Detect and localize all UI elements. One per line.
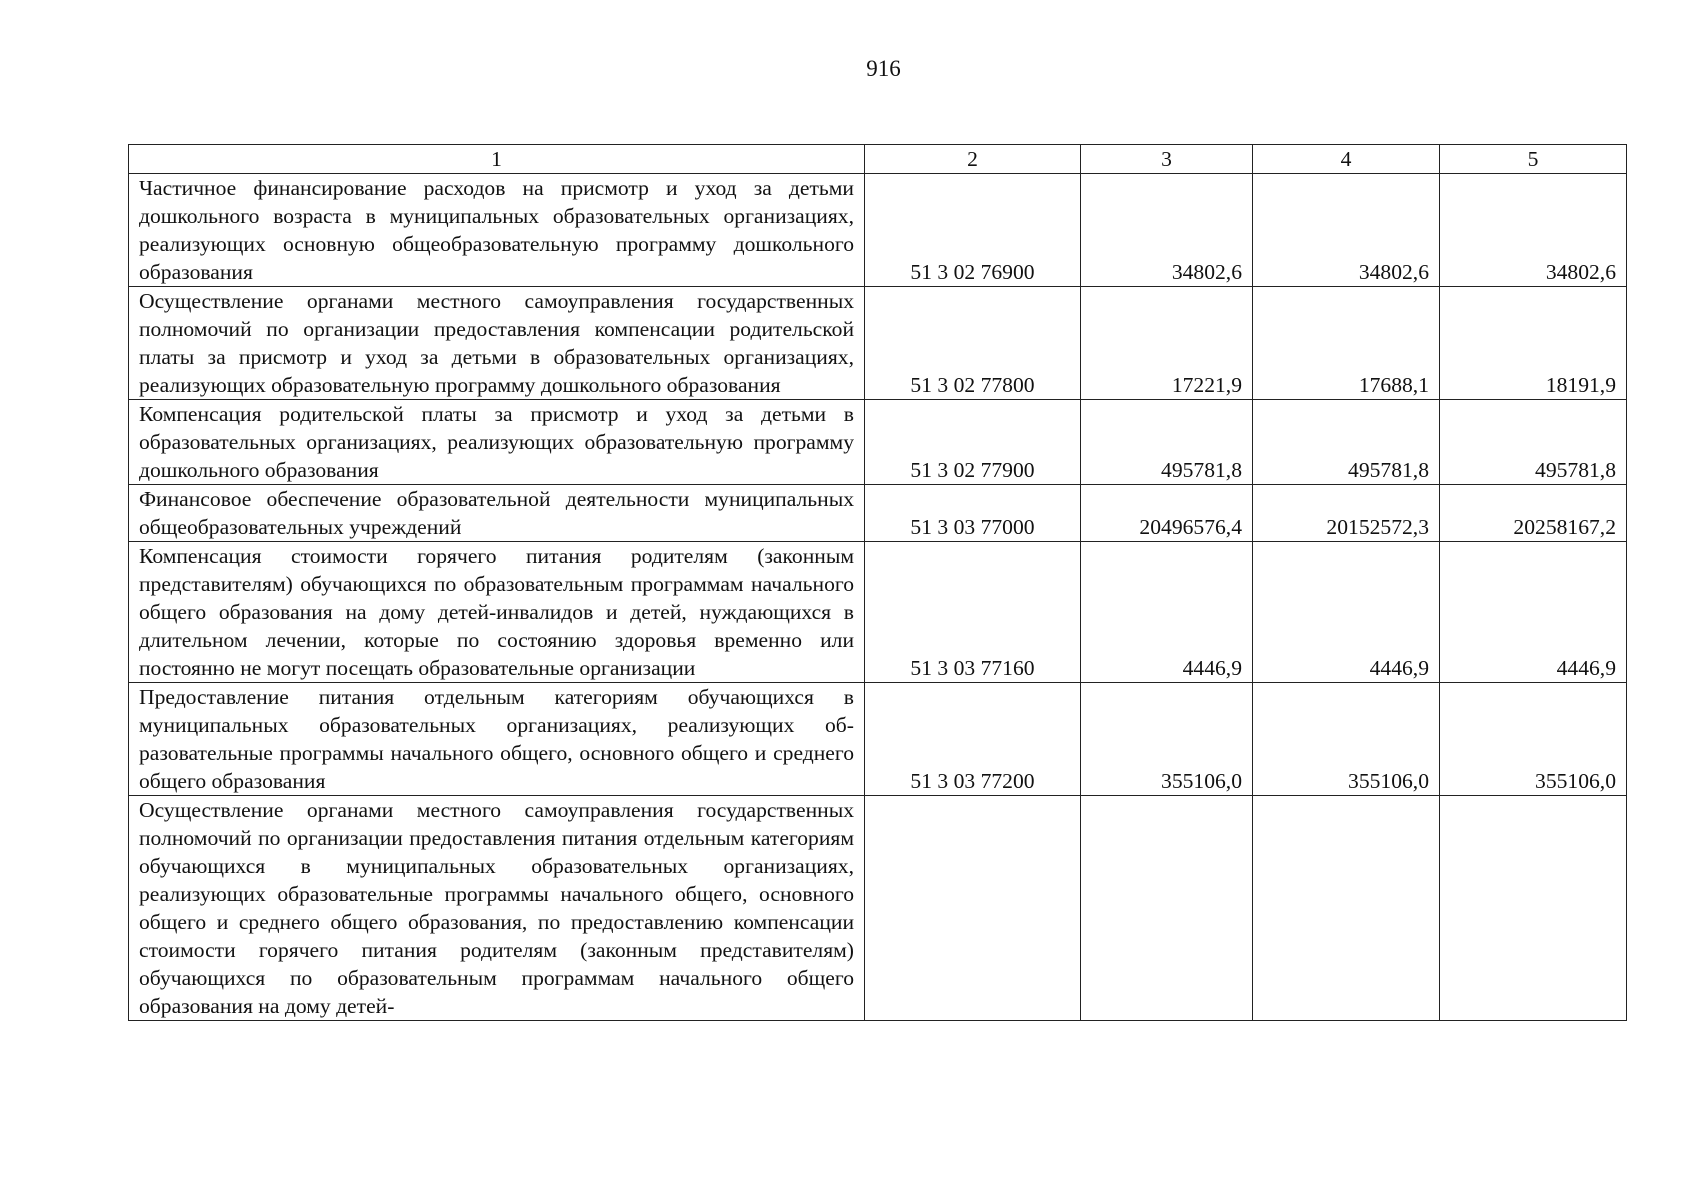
row-value-col5 <box>1440 796 1627 1021</box>
row-code: 51 3 03 77200 <box>865 683 1081 796</box>
row-value-col4: 17688,1 <box>1253 287 1440 400</box>
table-header <box>129 145 1627 174</box>
row-code: 51 3 02 77800 <box>865 287 1081 400</box>
row-value-col5: 20258167,2 <box>1440 485 1627 542</box>
row-value-col5: 4446,9 <box>1440 542 1627 683</box>
row-value-col4: 34802,6 <box>1253 174 1440 287</box>
row-description: Финансовое обеспечение образовательной деятельности муниципальных общеобразовательных учреждений <box>129 485 865 542</box>
row-value-col3 <box>1081 796 1253 1021</box>
column-header-5: 5 <box>1440 145 1627 174</box>
row-value-col4: 495781,8 <box>1253 400 1440 485</box>
row-value-col5: 34802,6 <box>1440 174 1627 287</box>
column-header-2: 2 <box>865 145 1081 174</box>
row-code: 51 3 03 77160 <box>865 542 1081 683</box>
row-description: Компенсация родительской платы за присмотр и уход за детьми в образовательных организациях, реализующих образовательную программу дошкольного образования <box>129 400 865 485</box>
row-description: Осуществление органами местного самоуправления государственных полномочий по организации предоставления компенсации родительской платы за присмотр и уход за детьми в образовательных организациях, реализующих образовательную программу дошкольного образования <box>129 287 865 400</box>
row-value-col4: 4446,9 <box>1253 542 1440 683</box>
row-value-col3: 17221,9 <box>1081 287 1253 400</box>
row-description: Частичное финансирование расходов на присмотр и уход за детьми дошкольного возраста в муниципальных образовательных организациях, реализующих основную общеобразовательную программу дошкольного образования <box>129 174 865 287</box>
row-value-col3: 495781,8 <box>1081 400 1253 485</box>
row-code: 51 3 03 77000 <box>865 485 1081 542</box>
table-row <box>129 485 1627 542</box>
row-value-col4 <box>1253 796 1440 1021</box>
row-value-col3: 355106,0 <box>1081 683 1253 796</box>
column-header-1: 1 <box>129 145 865 174</box>
row-value-col5: 18191,9 <box>1440 287 1627 400</box>
table-row <box>129 174 1627 287</box>
table-row <box>129 287 1627 400</box>
table-row <box>129 683 1627 796</box>
row-value-col3: 20496576,4 <box>1081 485 1253 542</box>
table-body <box>129 174 1627 1021</box>
row-description: Осуществление органами местного самоуправления государственных полномочий по организации предоставления питания отдельным категориям обучающихся в муниципальных образовательных организациях, реализующих образовательные программы начального общего, основного общего и среднего общего образования, по предоставлению компенсации стоимости горячего питания родителям (законным представителям) обучающихся по образовательным программам начального общего образования на дому детей- <box>129 796 865 1021</box>
table-row <box>129 400 1627 485</box>
budget-table <box>128 144 1627 1021</box>
row-code: 51 3 02 76900 <box>865 174 1081 287</box>
page-number: 916 <box>866 56 901 81</box>
row-code <box>865 796 1081 1021</box>
row-value-col5: 495781,8 <box>1440 400 1627 485</box>
row-description: Компенсация стоимости горячего питания родителям (законным представителям) обучающихся по образовательным программам начального общего образования на дому детей-инвалидов и детей, нуждающихся в длительном лечении, которые по состоянию здоровья временно или постоянно не могут посещать образовательные организации <box>129 542 865 683</box>
column-header-4: 4 <box>1253 145 1440 174</box>
header-row <box>129 145 1627 174</box>
row-code: 51 3 02 77900 <box>865 400 1081 485</box>
row-value-col4: 20152572,3 <box>1253 485 1440 542</box>
row-value-col3: 34802,6 <box>1081 174 1253 287</box>
table-row <box>129 542 1627 683</box>
row-value-col5: 355106,0 <box>1440 683 1627 796</box>
row-value-col3: 4446,9 <box>1081 542 1253 683</box>
row-value-col4: 355106,0 <box>1253 683 1440 796</box>
row-description: Предоставление питания отдельным категориям обучающихся в муниципальных образовательных организациях, реализующих образовательные программы начального общего, основного общего и среднего общего образования <box>129 683 865 796</box>
table-row <box>129 796 1627 1021</box>
column-header-3: 3 <box>1081 145 1253 174</box>
